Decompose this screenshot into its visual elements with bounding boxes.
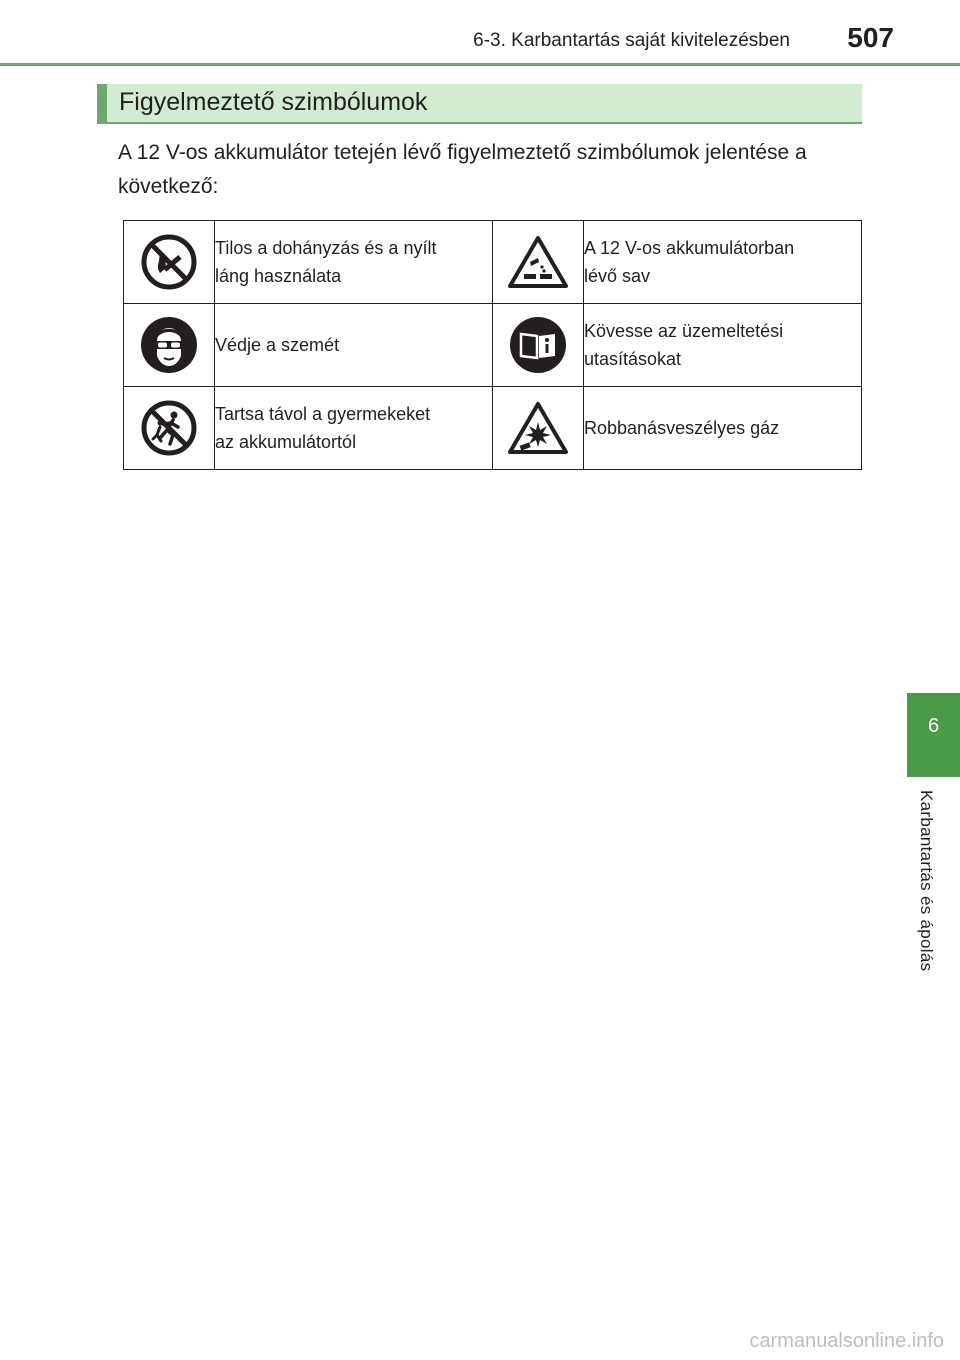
header-rule <box>0 63 960 66</box>
symbol-text-line: lévő sav <box>584 266 651 286</box>
symbol-icon-cell <box>124 221 215 304</box>
intro-paragraph: A 12 V-os akkumulátor tetején lévő figyelmeztető szimbólumok jelentése a következő: <box>118 141 807 198</box>
table-row <box>124 304 862 387</box>
symbol-text-line: Tilos a dohányzás és a nyílt <box>215 238 437 258</box>
read-manual-icon <box>493 316 583 374</box>
no-smoking-icon <box>124 233 214 291</box>
symbol-icon-cell <box>124 387 215 470</box>
symbol-description <box>215 387 493 470</box>
eye-protection-icon <box>124 316 214 374</box>
symbol-text-line: Tartsa távol a gyermekeket <box>215 404 431 424</box>
chapter-number: 6 <box>927 715 940 737</box>
symbol-text-line: láng használata <box>215 266 342 286</box>
symbol-description <box>215 304 493 387</box>
symbol-description <box>584 304 862 387</box>
symbol-icon-cell <box>493 221 584 304</box>
section-heading <box>97 84 862 124</box>
explosive-gas-icon <box>493 400 583 456</box>
keep-children-away-icon <box>124 399 214 457</box>
symbol-icon-cell <box>493 304 584 387</box>
symbol-text-line: az akkumulátortól <box>215 432 357 452</box>
section-heading-text: Figyelmeztető szimbólumok <box>119 88 428 116</box>
symbol-text-line: Védje a szemét <box>215 335 340 355</box>
symbol-description <box>584 387 862 470</box>
symbol-icon-cell <box>493 387 584 470</box>
table-row <box>124 221 862 304</box>
warning-symbols-table <box>123 220 862 470</box>
watermark: carmanualsonline.info <box>749 1330 944 1352</box>
chapter-side-tab <box>907 693 960 777</box>
symbol-text-line: utasításokat <box>584 349 682 369</box>
symbol-description <box>215 221 493 304</box>
symbol-icon-cell <box>124 304 215 387</box>
chapter-title: Karbantartás és ápolás <box>917 790 936 972</box>
page-header-title: 6-3. Karbantartás saját kivitelezésben <box>473 30 790 51</box>
symbol-text-line: Robbanásveszélyes gáz <box>584 418 780 438</box>
symbol-text-line: Kövesse az üzemeltetési <box>584 321 784 341</box>
table-row <box>124 387 862 470</box>
page-number: 507 <box>847 22 894 53</box>
symbol-description <box>584 221 862 304</box>
symbol-text-line: A 12 V-os akkumulátorban <box>584 238 795 258</box>
chapter-side-label <box>916 790 956 1000</box>
corrosive-acid-icon <box>493 234 583 290</box>
